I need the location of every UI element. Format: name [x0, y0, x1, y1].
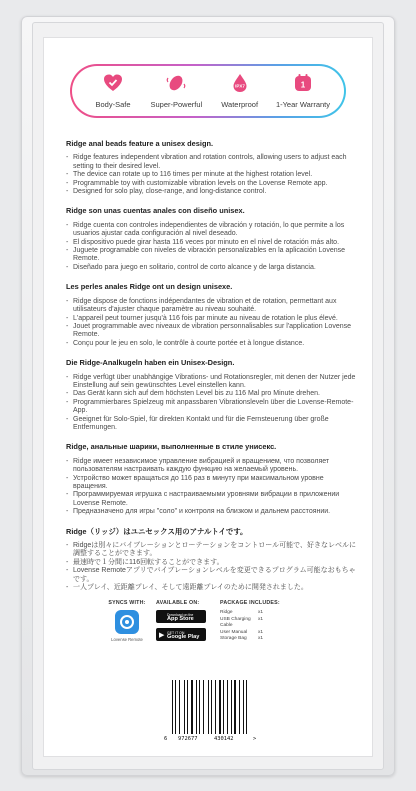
- barcode-bar: [203, 680, 204, 734]
- barcode-bar: [211, 680, 212, 734]
- bullet-item: - The device can rotate up to 116 times per minute at the highest rotation level.: [66, 171, 356, 179]
- feature-label: Body-Safe: [95, 100, 131, 109]
- barcode-bar: [191, 680, 193, 734]
- lovense-remote-app-icon: [115, 610, 139, 634]
- bullet-item: - Ridgeは別々にバイブレーションとローテーションをコントロール可能で、好きなレベルに調整することができます。: [66, 542, 356, 559]
- bullet-item: - 最速時で１分間に116回転することができます。: [66, 559, 356, 567]
- description-section-ru: [66, 443, 356, 516]
- feature-warranty: [272, 72, 334, 116]
- section-title: Ridge son unas cuentas anales con diseño unisex.: [66, 206, 245, 216]
- bullet-item: - Programmable toy with customizable vibration levels on the Lovense Remote app.: [66, 180, 356, 188]
- bullet-item: - El dispositivo puede girar hasta 116 veces por minuto en el nivel de rotación más alto.: [66, 239, 356, 247]
- section-title: Ridge（リッジ）はユニセックス用のアナルトイです。: [66, 526, 248, 536]
- barcode-bar: [227, 680, 228, 734]
- description-content: [66, 140, 356, 603]
- app-store-badge: [156, 610, 206, 623]
- available-title: AVAILABLE ON:: [156, 600, 200, 606]
- barcode-bar: [199, 680, 200, 734]
- barcode: [164, 680, 260, 750]
- bullet-item: - Juguete programable con niveles de vibración personalizables en la aplicación Lovense Remote.: [66, 247, 356, 264]
- package-title: PACKAGE INCLUDES:: [220, 600, 280, 606]
- bullet-item: - Lovense Remoteアプリでバイブレーションレベルを変更できるプログラム可能なおもちゃです。: [66, 567, 356, 584]
- section-title: Die Ridge-Analkugeln haben ein Unisex-Design.: [66, 358, 235, 368]
- store-small-text: Download on the: [167, 612, 194, 617]
- bullet-item: - Ridge features independent vibration and rotation controls, allowing users to adjust each setting to their desired level.: [66, 154, 356, 171]
- barcode-bar: [229, 680, 230, 734]
- barcode-digit-last: >: [253, 736, 257, 742]
- feature-label: 1-Year Warranty: [275, 100, 331, 109]
- barcode-bar: [232, 680, 233, 734]
- bullet-item: - Программируемая игрушка с настраиваемыми уровнями вибрации в приложении Lovense Remote.: [66, 491, 356, 508]
- feature-body-safe: [82, 72, 144, 116]
- bullet-item: - Ridge dispose de fonctions indépendantes de vibration et de rotation, permettant aux utilisateurs d'ajuster chaque paramètre au niveau souhaité.: [66, 298, 356, 315]
- vibration-icon: [165, 72, 187, 94]
- package-includes-block: [214, 600, 320, 654]
- barcode-bar: [173, 680, 174, 734]
- barcode-group-1: 972677: [178, 736, 198, 742]
- google-play-icon: ▶: [159, 631, 165, 639]
- barcode-bar: [194, 680, 195, 734]
- bullet-item: - Устройство может вращаться до 116 раз в минуту при максимальном уровне вращения.: [66, 475, 356, 492]
- package-item: Ridge x1: [220, 610, 264, 616]
- feature-waterproof: [209, 72, 271, 116]
- bullet-item: - Jouet programmable avec niveaux de vibration personnalisables sur l'application Lovense Remote.: [66, 323, 356, 340]
- bullet-item: - Conçu pour le jeu en solo, le contrôle à courte portée et à longue distance.: [66, 340, 356, 348]
- section-title: Ridge, анальные шарики, выполненные в стиле унисекс.: [66, 442, 277, 452]
- barcode-group-2: 430142: [214, 736, 234, 742]
- bullet-item: - Das Gerät kann sich auf dem höchsten Level bis zu 116 Mal pro Minute drehen.: [66, 390, 356, 398]
- bullet-item: - Ridge cuenta con controles independientes de vibración y rotación, lo que permite a los usuarios ajustar cada configuración al nivel deseado.: [66, 222, 356, 239]
- barcode-bar: [185, 680, 186, 734]
- barcode-bar: [187, 680, 188, 734]
- store-small-text: GET IT ON: [167, 630, 185, 635]
- description-section-es: [66, 207, 356, 272]
- bullet-item: - Предназначено для игры "соло" и контроля на близком и дальнем расстоянии.: [66, 508, 356, 516]
- bullet-item: - Programmierbares Spielzeug mit anpassbaren Vibrationsleveln über die Lovense-Remote-App.: [66, 399, 356, 416]
- feature-strip: [70, 64, 346, 118]
- feature-super-powerful: [145, 72, 207, 116]
- barcode-bar: [180, 680, 182, 734]
- bullet-item: - Diseñado para juego en solitario, control de corto alcance y de larga distancia.: [66, 264, 356, 272]
- syncs-title: SYNCS WITH:: [108, 600, 146, 606]
- package-item: USB Charging Cable x1: [220, 616, 264, 629]
- bullet-item: - Ridge verfügt über unabhängige Vibrations- und Rotationsregler, mit denen der Nutzer jede Einstellung auf sein gewünschtes Level einstellen kann.: [66, 374, 356, 391]
- svg-text:1: 1: [300, 80, 306, 90]
- barcode-bar: [179, 680, 180, 734]
- info-bar: [98, 600, 320, 654]
- barcode-bar: [223, 680, 224, 734]
- barcode-bar: [209, 680, 210, 734]
- bullet-item: - Designed for solo play, close-range, and long-distance control.: [66, 188, 356, 196]
- google-play-badge: [156, 628, 206, 641]
- barcode-bar: [234, 680, 236, 734]
- available-on-block: [156, 600, 214, 654]
- barcode-bar: [244, 680, 245, 734]
- barcode-bar: [239, 680, 240, 734]
- section-title: Ridge anal beads feature a unisex design.: [66, 139, 214, 148]
- barcode-bar: [205, 680, 207, 734]
- package-item: Storage Bag x1: [220, 636, 264, 642]
- package-item: User Manual x1: [220, 629, 264, 635]
- barcode-digit-first: 6: [164, 736, 168, 742]
- barcode-bar: [175, 680, 176, 734]
- barcode-bar: [240, 680, 241, 734]
- barcode-bars: [172, 680, 250, 734]
- barcode-bar: [248, 680, 249, 734]
- bullet-item: - 一人プレイ、近距離プレイ、そして遠距離プレイのために開発されました。: [66, 584, 356, 592]
- description-section-ja: [66, 528, 356, 593]
- barcode-bar: [197, 680, 198, 734]
- store-name: Google Play: [167, 633, 200, 640]
- ipx7-drop-icon: [229, 72, 251, 94]
- feature-label: Waterproof: [221, 100, 259, 109]
- barcode-bar: [217, 680, 218, 734]
- description-section-fr: [66, 283, 356, 348]
- description-section-de: [66, 359, 356, 432]
- svg-text:IPX7: IPX7: [234, 83, 245, 89]
- store-name: App Store: [167, 615, 194, 622]
- bullet-item: - Geeignet für Solo-Spiel, für direkten Kontakt und für die Fernsteuerung über große Entfernungen.: [66, 416, 356, 433]
- syncs-with-block: [98, 600, 156, 654]
- barcode-bar: [246, 680, 247, 734]
- feature-label: Super-Powerful: [150, 100, 203, 109]
- barcode-bar: [215, 680, 216, 734]
- section-title: Les perles anales Ridge ont un design unisexe.: [66, 282, 233, 292]
- calendar-1-icon: [292, 72, 314, 94]
- description-section-en: [66, 140, 356, 196]
- lovense-remote-label: Lovense Remote: [111, 637, 143, 642]
- heart-shield-icon: [102, 72, 124, 94]
- bullet-item: - Ridge имеет независимое управление вибрацией и вращением, что позволяет пользователям настраивать каждую функцию на желаемый уровень.: [66, 458, 356, 475]
- barcode-bar: [221, 680, 222, 734]
- bullet-item: - L'appareil peut tourner jusqu'à 116 fois par minute au niveau de rotation le plus élevé.: [66, 315, 356, 323]
